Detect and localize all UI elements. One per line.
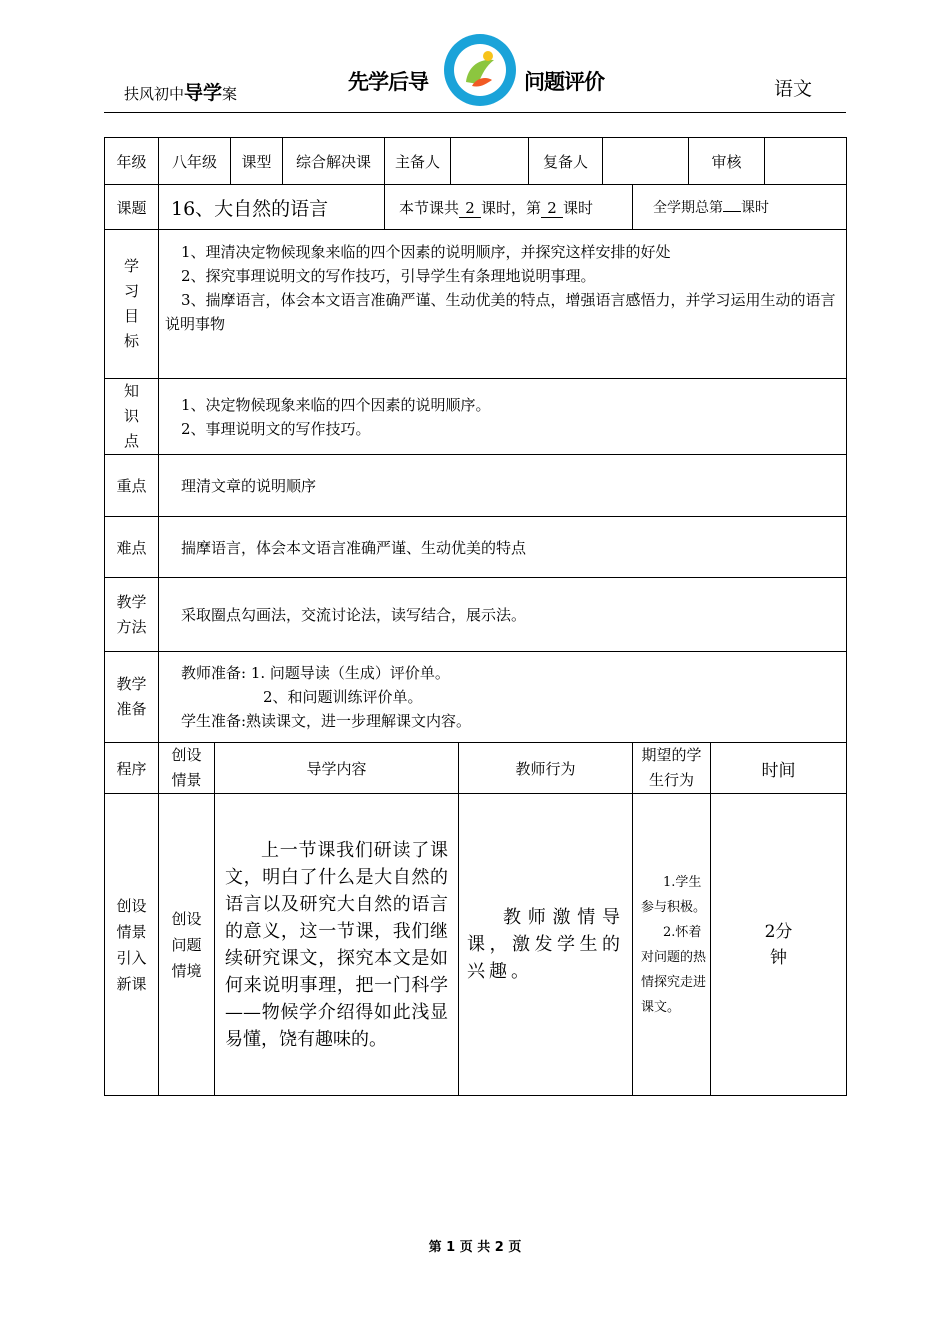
process-student: [633, 794, 711, 1096]
label-line: 创设: [116, 896, 147, 915]
hours-suffix: 课时: [563, 198, 594, 217]
student-behavior: 1.学生参与积极。: [641, 874, 707, 915]
teacher-prep: 教师准备: 1. 问题导读（生成）评价单。: [181, 664, 450, 682]
process-teacher-header: 教师行为: [459, 743, 633, 794]
header-rule: [104, 112, 846, 113]
slogan-left: 先学后导: [348, 70, 428, 94]
label-line: 引入: [116, 948, 147, 967]
time-line: 2分: [764, 921, 793, 942]
teacher-prep-2: 2、和问题训练评价单。: [263, 688, 423, 706]
term-suffix: 课时: [741, 200, 770, 216]
prep-label: [105, 652, 159, 743]
grade-value: 八年级: [159, 138, 231, 185]
label-line: 问题: [171, 935, 202, 954]
label-line: 教学: [116, 592, 147, 611]
preparer-label: 主备人: [385, 138, 451, 185]
knowledge-row: [105, 379, 847, 455]
key-point-label: 重点: [105, 455, 159, 517]
preparer-value: [451, 138, 529, 185]
topic-title: 16、大自然的语言: [159, 185, 385, 230]
topic-hours: [385, 185, 633, 230]
label-line: 新课: [116, 974, 147, 993]
method-row: [105, 578, 847, 652]
type-label: 课型: [231, 138, 283, 185]
term-hours: [633, 185, 847, 230]
grade-label: 年级: [105, 138, 159, 185]
objective-item: 3、揣摩语言，体会本文语言准确严谨、生动优美的特点，增强语言感悟力，并学习运用生动的语言说明事物: [165, 291, 836, 333]
process-content-header: 导学内容: [215, 743, 459, 794]
process-scene-header: [159, 743, 215, 794]
page-footer: 第 1 页 共 2 页: [428, 1240, 522, 1255]
process-teacher: 教师激情导课，激发学生的兴趣。: [459, 794, 633, 1096]
label-line: 创设: [171, 746, 202, 764]
subject-label: 语文: [774, 78, 813, 100]
co-preparer-value: [603, 138, 689, 185]
process-student-header: [633, 743, 711, 794]
process-header-row: [105, 743, 847, 794]
label-char: 识: [123, 407, 139, 425]
hours-total: 2: [459, 199, 481, 218]
objectives-content: [159, 230, 847, 379]
process-content: 上一节课我们研读了课文，明白了什么是大自然的语言以及研究大自然的语言的意义，这一节课，我们继续研究课文，探究本文是如何来说明事理，把一门科学——物候学介绍得如此浅显易懂，饶有趣味的。: [215, 794, 459, 1096]
prep-content: [159, 652, 847, 743]
process-time-header: 时间: [711, 743, 847, 794]
page-header: [104, 60, 846, 112]
school-logo: [442, 32, 518, 108]
label-char: 点: [123, 432, 139, 450]
difficulty-text: 揣摩语言，体会本文语言准确严谨、生动优美的特点: [159, 517, 847, 578]
key-point-row: [105, 455, 847, 517]
label-char: 学: [123, 257, 139, 275]
label-line: 创设: [171, 909, 202, 928]
student-behavior: 2.怀着对问题的热情探究走进课文。: [641, 924, 707, 1015]
hours-number: 2: [541, 199, 563, 218]
label-line: 方法: [116, 617, 147, 636]
label-line: 情境: [171, 961, 202, 980]
label-line: 准备: [116, 700, 147, 718]
objectives-row: [105, 230, 847, 379]
guide-label: 导学: [184, 82, 223, 104]
type-value: 综合解决课: [283, 138, 385, 185]
label-char: 知: [123, 382, 139, 400]
method-text: 采取圈点勾画法，交流讨论法，读写结合，展示法。: [159, 578, 847, 652]
knowledge-label: [105, 379, 159, 455]
label-char: 标: [123, 332, 139, 350]
review-value: [765, 138, 847, 185]
label-char: 习: [123, 282, 139, 300]
knowledge-content: [159, 379, 847, 455]
process-step-header: 程序: [105, 743, 159, 794]
topic-label: 课题: [105, 185, 159, 230]
objectives-label: [105, 230, 159, 379]
topic-row: [105, 185, 847, 230]
label-char: 目: [123, 307, 139, 325]
objective-item: 1、理清决定物候现象来临的四个因素的说明顺序，并探究这样安排的好处: [181, 243, 671, 261]
hours-middle: 课时，第: [481, 198, 542, 217]
method-label: [105, 578, 159, 652]
time-line: 钟: [770, 947, 788, 968]
student-prep: 学生准备:熟读课文，进一步理解课文内容。: [181, 712, 472, 730]
label-line: 教学: [116, 675, 147, 693]
process-time: [711, 794, 847, 1096]
term-number: [723, 211, 741, 212]
key-point-text: 理清文章的说明顺序: [159, 455, 847, 517]
process-step: [105, 794, 159, 1096]
case-label: 案: [222, 85, 238, 103]
header-school: [124, 78, 237, 105]
label-line: 情景: [116, 922, 147, 941]
knowledge-item: 2、事理说明文的写作技巧。: [181, 419, 371, 438]
co-preparer-label: 复备人: [529, 138, 603, 185]
info-row: [105, 138, 847, 185]
process-scene: [159, 794, 215, 1096]
label-line: 期望的学: [641, 746, 702, 764]
school-name: 扶风初中: [124, 85, 185, 103]
knowledge-item: 1、决定物候现象来临的四个因素的说明顺序。: [181, 395, 491, 414]
prep-row: [105, 652, 847, 743]
lesson-plan-table: [104, 137, 847, 1096]
hours-prefix: 本节课共: [399, 198, 460, 217]
label-line: 生行为: [649, 771, 695, 789]
difficulty-row: [105, 517, 847, 578]
review-label: 审核: [689, 138, 765, 185]
process-row: [105, 794, 847, 1096]
term-prefix: 全学期总第: [653, 200, 724, 216]
label-line: 情景: [171, 771, 202, 789]
objective-item: 2、探究事理说明文的写作技巧，引导学生有条理地说明事理。: [181, 267, 596, 285]
difficulty-label: 难点: [105, 517, 159, 578]
slogan-right: 问题评价: [524, 70, 604, 94]
